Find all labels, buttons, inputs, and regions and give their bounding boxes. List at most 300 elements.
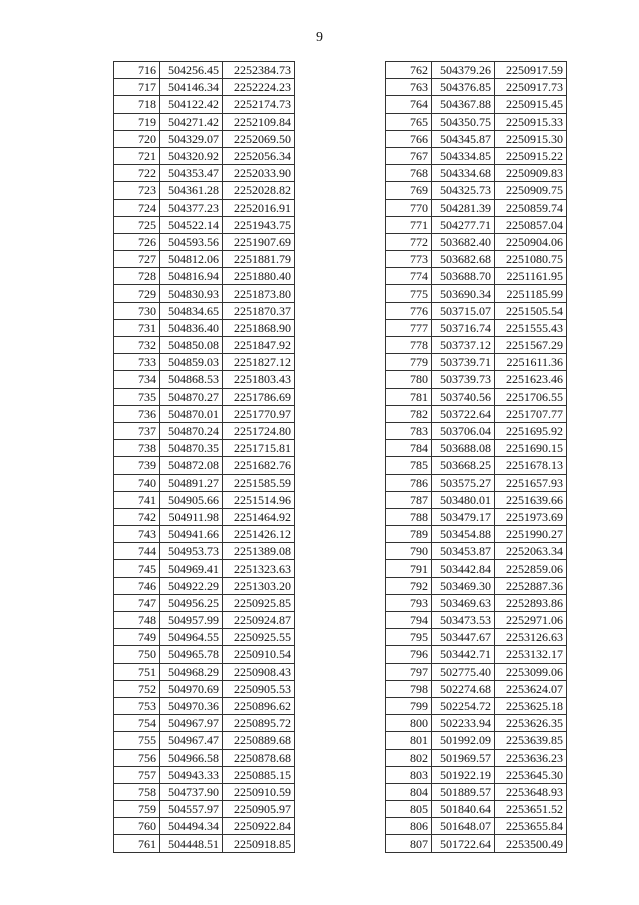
y-coordinate-cell: 2253099.06 (495, 663, 567, 680)
x-coordinate-cell: 504277.71 (432, 216, 495, 233)
y-coordinate-cell: 2251639.66 (495, 491, 567, 508)
y-coordinate-cell: 2250878.68 (223, 749, 295, 766)
point-number-cell: 792 (386, 577, 432, 594)
x-coordinate-cell: 504377.23 (160, 199, 223, 216)
point-number-cell: 774 (386, 268, 432, 285)
x-coordinate-cell: 503737.12 (432, 337, 495, 354)
point-number-cell: 757 (114, 766, 160, 783)
x-coordinate-cell: 503740.56 (432, 388, 495, 405)
point-number-cell: 732 (114, 337, 160, 354)
y-coordinate-cell: 2251706.55 (495, 388, 567, 405)
y-coordinate-cell: 2250896.62 (223, 697, 295, 714)
y-coordinate-cell: 2251695.92 (495, 422, 567, 439)
point-number-cell: 788 (386, 508, 432, 525)
x-coordinate-cell: 501840.64 (432, 801, 495, 818)
y-coordinate-cell: 2252069.50 (223, 130, 295, 147)
point-number-cell: 721 (114, 147, 160, 164)
x-coordinate-cell: 503690.34 (432, 285, 495, 302)
point-number-cell: 722 (114, 165, 160, 182)
table-row (386, 543, 567, 560)
y-coordinate-cell: 2251827.12 (223, 354, 295, 371)
x-coordinate-cell: 504953.73 (160, 543, 223, 560)
point-number-cell: 805 (386, 801, 432, 818)
point-number-cell: 733 (114, 354, 160, 371)
x-coordinate-cell: 504870.01 (160, 405, 223, 422)
point-number-cell: 740 (114, 474, 160, 491)
point-number-cell: 762 (386, 62, 432, 79)
y-coordinate-cell: 2250889.68 (223, 732, 295, 749)
y-coordinate-cell: 2251881.79 (223, 251, 295, 268)
x-coordinate-cell: 503715.07 (432, 302, 495, 319)
point-number-cell: 744 (114, 543, 160, 560)
y-coordinate-cell: 2251555.43 (495, 319, 567, 336)
y-coordinate-cell: 2252893.86 (495, 594, 567, 611)
table-row (386, 749, 567, 766)
table-row (114, 783, 295, 800)
point-number-cell: 781 (386, 388, 432, 405)
point-number-cell: 742 (114, 508, 160, 525)
x-coordinate-cell: 503575.27 (432, 474, 495, 491)
point-number-cell: 796 (386, 646, 432, 663)
point-number-cell: 797 (386, 663, 432, 680)
point-number-cell: 726 (114, 233, 160, 250)
y-coordinate-cell: 2252887.36 (495, 577, 567, 594)
x-coordinate-cell: 504494.34 (160, 818, 223, 835)
point-number-cell: 766 (386, 130, 432, 147)
y-coordinate-cell: 2251770.97 (223, 405, 295, 422)
y-coordinate-cell: 2253655.84 (495, 818, 567, 835)
y-coordinate-cell: 2253639.85 (495, 732, 567, 749)
y-coordinate-cell: 2252028.82 (223, 182, 295, 199)
x-coordinate-cell: 503453.87 (432, 543, 495, 560)
table-row (386, 629, 567, 646)
point-number-cell: 802 (386, 749, 432, 766)
point-number-cell: 720 (114, 130, 160, 147)
table-row (114, 96, 295, 113)
y-coordinate-cell: 2251870.37 (223, 302, 295, 319)
x-coordinate-cell: 504522.14 (160, 216, 223, 233)
x-coordinate-cell: 503682.40 (432, 233, 495, 250)
y-coordinate-cell: 2251715.81 (223, 440, 295, 457)
x-coordinate-cell: 501992.09 (432, 732, 495, 749)
table-row (386, 165, 567, 182)
y-coordinate-cell: 2250915.22 (495, 147, 567, 164)
point-number-cell: 754 (114, 715, 160, 732)
table-row (386, 233, 567, 250)
x-coordinate-cell: 504922.29 (160, 577, 223, 594)
x-coordinate-cell: 503688.70 (432, 268, 495, 285)
y-coordinate-cell: 2250859.74 (495, 199, 567, 216)
point-number-cell: 719 (114, 113, 160, 130)
table-row (386, 612, 567, 629)
point-number-cell: 752 (114, 680, 160, 697)
x-coordinate-cell: 504870.27 (160, 388, 223, 405)
x-coordinate-cell: 504943.33 (160, 766, 223, 783)
y-coordinate-cell: 2251623.46 (495, 371, 567, 388)
table-row (114, 62, 295, 79)
table-row (386, 560, 567, 577)
y-coordinate-cell: 2251323.63 (223, 560, 295, 577)
y-coordinate-cell: 2253126.63 (495, 629, 567, 646)
point-number-cell: 725 (114, 216, 160, 233)
point-number-cell: 764 (386, 96, 432, 113)
x-coordinate-cell: 504271.42 (160, 113, 223, 130)
point-number-cell: 800 (386, 715, 432, 732)
table-row (114, 130, 295, 147)
y-coordinate-cell: 2251505.54 (495, 302, 567, 319)
table-row (386, 319, 567, 336)
point-number-cell: 729 (114, 285, 160, 302)
table-row (114, 147, 295, 164)
point-number-cell: 798 (386, 680, 432, 697)
point-number-cell: 791 (386, 560, 432, 577)
y-coordinate-cell: 2251847.92 (223, 337, 295, 354)
y-coordinate-cell: 2251682.76 (223, 457, 295, 474)
point-number-cell: 753 (114, 697, 160, 714)
table-row (386, 337, 567, 354)
x-coordinate-cell: 504905.66 (160, 491, 223, 508)
x-coordinate-cell: 504361.28 (160, 182, 223, 199)
y-coordinate-cell: 2252109.84 (223, 113, 295, 130)
x-coordinate-cell: 503668.25 (432, 457, 495, 474)
y-coordinate-cell: 2251690.15 (495, 440, 567, 457)
y-coordinate-cell: 2250905.53 (223, 680, 295, 697)
table-row (386, 302, 567, 319)
x-coordinate-cell: 503442.84 (432, 560, 495, 577)
table-row (114, 182, 295, 199)
x-coordinate-cell: 503469.30 (432, 577, 495, 594)
x-coordinate-cell: 504830.93 (160, 285, 223, 302)
x-coordinate-cell: 501722.64 (432, 835, 495, 852)
point-number-cell: 749 (114, 629, 160, 646)
table-row (386, 697, 567, 714)
x-coordinate-cell: 504967.97 (160, 715, 223, 732)
table-row (386, 216, 567, 233)
x-coordinate-cell: 504956.25 (160, 594, 223, 611)
table-row (386, 96, 567, 113)
point-number-cell: 716 (114, 62, 160, 79)
y-coordinate-cell: 2251464.92 (223, 508, 295, 525)
y-coordinate-cell: 2253625.18 (495, 697, 567, 714)
point-number-cell: 780 (386, 371, 432, 388)
y-coordinate-cell: 2251990.27 (495, 526, 567, 543)
y-coordinate-cell: 2252056.34 (223, 147, 295, 164)
x-coordinate-cell: 503480.01 (432, 491, 495, 508)
table-row (386, 835, 567, 852)
coordinates-table-right-body (386, 62, 567, 853)
table-row (114, 646, 295, 663)
point-number-cell: 777 (386, 319, 432, 336)
point-number-cell: 736 (114, 405, 160, 422)
y-coordinate-cell: 2251724.80 (223, 422, 295, 439)
point-number-cell: 778 (386, 337, 432, 354)
x-coordinate-cell: 504957.99 (160, 612, 223, 629)
y-coordinate-cell: 2253626.35 (495, 715, 567, 732)
x-coordinate-cell: 504353.47 (160, 165, 223, 182)
table-row (114, 732, 295, 749)
x-coordinate-cell: 503473.53 (432, 612, 495, 629)
x-coordinate-cell: 504737.90 (160, 783, 223, 800)
coordinates-table-left (113, 61, 295, 853)
y-coordinate-cell: 2251303.20 (223, 577, 295, 594)
point-number-cell: 771 (386, 216, 432, 233)
point-number-cell: 787 (386, 491, 432, 508)
table-row (114, 457, 295, 474)
table-row (114, 766, 295, 783)
y-coordinate-cell: 2251880.40 (223, 268, 295, 285)
point-number-cell: 785 (386, 457, 432, 474)
y-coordinate-cell: 2251678.13 (495, 457, 567, 474)
table-row (114, 371, 295, 388)
point-number-cell: 804 (386, 783, 432, 800)
point-number-cell: 747 (114, 594, 160, 611)
y-coordinate-cell: 2253500.49 (495, 835, 567, 852)
x-coordinate-cell: 504376.85 (432, 79, 495, 96)
table-row (386, 422, 567, 439)
x-coordinate-cell: 503682.68 (432, 251, 495, 268)
y-coordinate-cell: 2250915.30 (495, 130, 567, 147)
table-row (114, 302, 295, 319)
point-number-cell: 775 (386, 285, 432, 302)
y-coordinate-cell: 2251514.96 (223, 491, 295, 508)
point-number-cell: 803 (386, 766, 432, 783)
table-row (386, 457, 567, 474)
y-coordinate-cell: 2251185.99 (495, 285, 567, 302)
table-row (386, 405, 567, 422)
x-coordinate-cell: 504325.73 (432, 182, 495, 199)
y-coordinate-cell: 2250909.75 (495, 182, 567, 199)
point-number-cell: 761 (114, 835, 160, 852)
point-number-cell: 776 (386, 302, 432, 319)
table-row (114, 801, 295, 818)
x-coordinate-cell: 503688.08 (432, 440, 495, 457)
table-row (386, 182, 567, 199)
x-coordinate-cell: 504870.35 (160, 440, 223, 457)
x-coordinate-cell: 503469.63 (432, 594, 495, 611)
point-number-cell: 723 (114, 182, 160, 199)
x-coordinate-cell: 504966.58 (160, 749, 223, 766)
point-number-cell: 767 (386, 147, 432, 164)
y-coordinate-cell: 2250910.54 (223, 646, 295, 663)
y-coordinate-cell: 2253132.17 (495, 646, 567, 663)
y-coordinate-cell: 2252174.73 (223, 96, 295, 113)
table-row (386, 577, 567, 594)
table-row (386, 680, 567, 697)
point-number-cell: 794 (386, 612, 432, 629)
x-coordinate-cell: 504967.47 (160, 732, 223, 749)
table-row (386, 715, 567, 732)
y-coordinate-cell: 2250895.72 (223, 715, 295, 732)
x-coordinate-cell: 503722.64 (432, 405, 495, 422)
point-number-cell: 731 (114, 319, 160, 336)
y-coordinate-cell: 2250917.59 (495, 62, 567, 79)
y-coordinate-cell: 2250915.45 (495, 96, 567, 113)
point-number-cell: 741 (114, 491, 160, 508)
y-coordinate-cell: 2250925.85 (223, 594, 295, 611)
y-coordinate-cell: 2251803.43 (223, 371, 295, 388)
table-row (386, 62, 567, 79)
x-coordinate-cell: 504256.45 (160, 62, 223, 79)
x-coordinate-cell: 503706.04 (432, 422, 495, 439)
table-row (386, 79, 567, 96)
point-number-cell: 739 (114, 457, 160, 474)
y-coordinate-cell: 2252971.06 (495, 612, 567, 629)
point-number-cell: 786 (386, 474, 432, 491)
table-row (114, 388, 295, 405)
x-coordinate-cell: 504970.69 (160, 680, 223, 697)
x-coordinate-cell: 503739.73 (432, 371, 495, 388)
y-coordinate-cell: 2250885.15 (223, 766, 295, 783)
coordinates-table-right (385, 61, 567, 853)
point-number-cell: 735 (114, 388, 160, 405)
point-number-cell: 717 (114, 79, 160, 96)
table-row (386, 491, 567, 508)
table-row (114, 405, 295, 422)
x-coordinate-cell: 504970.36 (160, 697, 223, 714)
point-number-cell: 755 (114, 732, 160, 749)
x-coordinate-cell: 502775.40 (432, 663, 495, 680)
point-number-cell: 795 (386, 629, 432, 646)
point-number-cell: 807 (386, 835, 432, 852)
point-number-cell: 770 (386, 199, 432, 216)
table-row (114, 440, 295, 457)
x-coordinate-cell: 501969.57 (432, 749, 495, 766)
x-coordinate-cell: 504320.92 (160, 147, 223, 164)
y-coordinate-cell: 2252033.90 (223, 165, 295, 182)
x-coordinate-cell: 502274.68 (432, 680, 495, 697)
point-number-cell: 743 (114, 526, 160, 543)
table-row (386, 440, 567, 457)
table-row (114, 268, 295, 285)
x-coordinate-cell: 504345.87 (432, 130, 495, 147)
table-row (114, 749, 295, 766)
table-row (386, 113, 567, 130)
point-number-cell: 790 (386, 543, 432, 560)
y-coordinate-cell: 2251611.36 (495, 354, 567, 371)
y-coordinate-cell: 2251657.93 (495, 474, 567, 491)
table-row (386, 474, 567, 491)
table-row (114, 629, 295, 646)
y-coordinate-cell: 2251786.69 (223, 388, 295, 405)
table-row (114, 508, 295, 525)
table-row (114, 165, 295, 182)
table-row (386, 783, 567, 800)
table-row (386, 508, 567, 525)
x-coordinate-cell: 504593.56 (160, 233, 223, 250)
table-row (114, 715, 295, 732)
table-row (114, 491, 295, 508)
y-coordinate-cell: 2253648.93 (495, 783, 567, 800)
table-row (386, 732, 567, 749)
table-row (386, 801, 567, 818)
point-number-cell: 746 (114, 577, 160, 594)
point-number-cell: 784 (386, 440, 432, 457)
point-number-cell: 751 (114, 663, 160, 680)
table-row (386, 766, 567, 783)
point-number-cell: 772 (386, 233, 432, 250)
y-coordinate-cell: 2250905.97 (223, 801, 295, 818)
point-number-cell: 801 (386, 732, 432, 749)
table-row (386, 818, 567, 835)
y-coordinate-cell: 2250857.04 (495, 216, 567, 233)
y-coordinate-cell: 2250917.73 (495, 79, 567, 96)
point-number-cell: 756 (114, 749, 160, 766)
x-coordinate-cell: 504859.03 (160, 354, 223, 371)
table-row (114, 354, 295, 371)
x-coordinate-cell: 504122.42 (160, 96, 223, 113)
x-coordinate-cell: 504329.07 (160, 130, 223, 147)
page-number: 9 (316, 30, 323, 45)
y-coordinate-cell: 2252859.06 (495, 560, 567, 577)
y-coordinate-cell: 2252224.23 (223, 79, 295, 96)
table-row (114, 216, 295, 233)
y-coordinate-cell: 2252384.73 (223, 62, 295, 79)
x-coordinate-cell: 503442.71 (432, 646, 495, 663)
x-coordinate-cell: 503447.67 (432, 629, 495, 646)
y-coordinate-cell: 2250915.33 (495, 113, 567, 130)
table-row (114, 422, 295, 439)
y-coordinate-cell: 2251426.12 (223, 526, 295, 543)
x-coordinate-cell: 504379.26 (432, 62, 495, 79)
x-coordinate-cell: 503479.17 (432, 508, 495, 525)
y-coordinate-cell: 2253624.07 (495, 680, 567, 697)
x-coordinate-cell: 504872.08 (160, 457, 223, 474)
x-coordinate-cell: 504968.29 (160, 663, 223, 680)
table-row (386, 354, 567, 371)
point-number-cell: 789 (386, 526, 432, 543)
table-row (386, 199, 567, 216)
table-row (114, 663, 295, 680)
y-coordinate-cell: 2251707.77 (495, 405, 567, 422)
point-number-cell: 793 (386, 594, 432, 611)
y-coordinate-cell: 2250908.43 (223, 663, 295, 680)
point-number-cell: 724 (114, 199, 160, 216)
point-number-cell: 782 (386, 405, 432, 422)
table-row (114, 543, 295, 560)
table-row (114, 79, 295, 96)
point-number-cell: 769 (386, 182, 432, 199)
table-row (114, 680, 295, 697)
table-row (386, 251, 567, 268)
x-coordinate-cell: 504448.51 (160, 835, 223, 852)
y-coordinate-cell: 2251873.80 (223, 285, 295, 302)
x-coordinate-cell: 503739.71 (432, 354, 495, 371)
x-coordinate-cell: 504868.53 (160, 371, 223, 388)
y-coordinate-cell: 2251907.69 (223, 233, 295, 250)
table-row (386, 371, 567, 388)
x-coordinate-cell: 503716.74 (432, 319, 495, 336)
table-row (114, 337, 295, 354)
y-coordinate-cell: 2250925.55 (223, 629, 295, 646)
x-coordinate-cell: 504816.94 (160, 268, 223, 285)
x-coordinate-cell: 504850.08 (160, 337, 223, 354)
y-coordinate-cell: 2251389.08 (223, 543, 295, 560)
x-coordinate-cell: 504969.41 (160, 560, 223, 577)
x-coordinate-cell: 501889.57 (432, 783, 495, 800)
table-row (114, 818, 295, 835)
table-row (114, 835, 295, 852)
table-row (386, 594, 567, 611)
y-coordinate-cell: 2252063.34 (495, 543, 567, 560)
point-number-cell: 799 (386, 697, 432, 714)
table-row (114, 113, 295, 130)
y-coordinate-cell: 2250924.87 (223, 612, 295, 629)
x-coordinate-cell: 501922.19 (432, 766, 495, 783)
y-coordinate-cell: 2250922.84 (223, 818, 295, 835)
point-number-cell: 750 (114, 646, 160, 663)
y-coordinate-cell: 2251585.59 (223, 474, 295, 491)
table-row (386, 147, 567, 164)
